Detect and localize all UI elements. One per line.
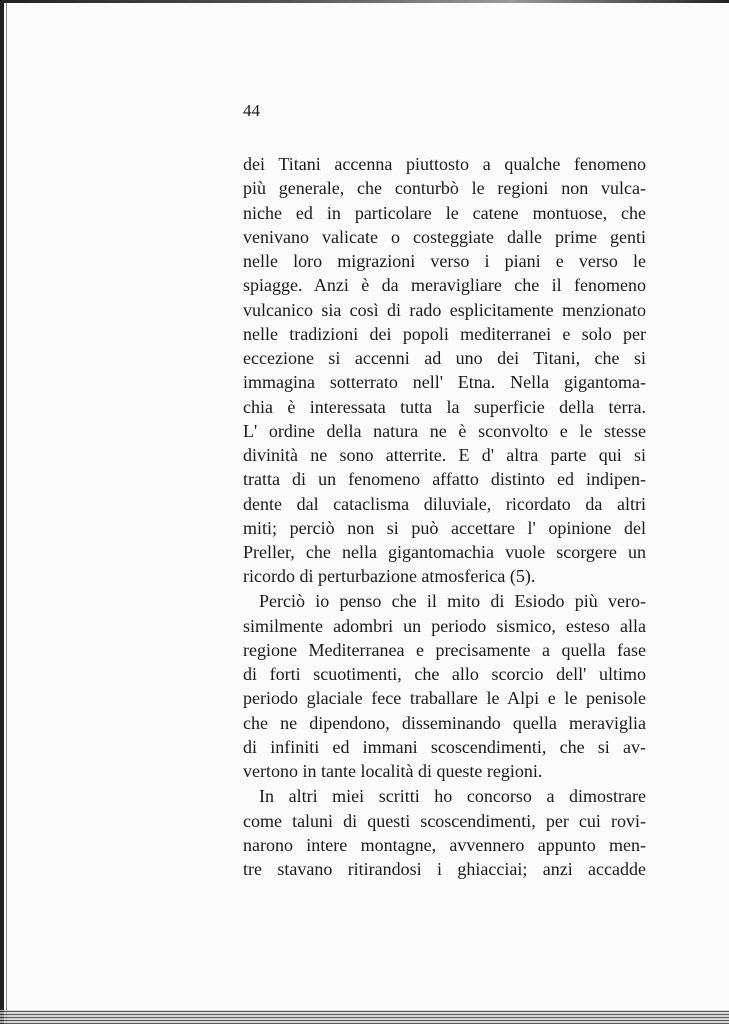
text-line: chia è interessata tutta la superficie della terra. (243, 396, 646, 417)
text-line: spiagge. Anzi è da meravigliare che il fenomeno (243, 275, 646, 296)
text-line: che ne dipendono, disseminando quella meraviglia (243, 712, 646, 733)
text-line: tre stavano ritirandosi i ghiacciai; anzi accadde (243, 859, 646, 879)
text-line: più generale, che conturbò le regioni non vulca- (243, 178, 646, 199)
text-line: niche ed in particolare le catene montuose, che (243, 202, 646, 223)
text-line: nelle tradizioni dei popoli mediterranei e solo per (243, 323, 646, 344)
text-line: L' ordine della natura ne è sconvolto e le stesse (243, 420, 646, 441)
text-line: venivano valicate o costeggiate dalle prime genti (243, 226, 646, 247)
text-line: periodo glaciale fece traballare le Alpi e le penisole (243, 688, 646, 709)
text-line: regione Mediterranea e precisamente a quella fase (243, 639, 646, 660)
text-line: vertono in tante località di queste regioni. (243, 761, 543, 782)
text-line: narono intere montagne, avvennero appunto men- (243, 834, 646, 855)
text-line: In altri miei scritti ho concorso a dimostrare (259, 786, 646, 807)
text-line: dente dal cataclisma diluviale, ricordato da altri (243, 493, 646, 514)
text-line: eccezione si accenni ad uno dei Titani, che si (243, 348, 646, 368)
scan-edge-left (0, 0, 4, 1024)
text-line: nelle loro migrazioni verso i piani e verso le (243, 251, 646, 271)
text-line: immagina sotterrato nell' Etna. Nella gigantoma- (243, 372, 646, 393)
scan-edge-bottom (0, 1010, 729, 1024)
text-line: ricordo di perturbazione atmosferica (5). (243, 566, 536, 587)
text-line: miti; perciò non si può accettare l' opinione del (243, 517, 646, 538)
text-line: divinità ne sono atterrite. E d' altra parte qui si (243, 445, 646, 465)
text-line: come taluni di questi scoscendimenti, per cui rovi- (243, 810, 646, 831)
text-line: similmente adombri un periodo sismico, esteso alla (243, 615, 646, 636)
scan-edge-top (0, 0, 729, 3)
page-number: 44 (243, 101, 260, 120)
text-line: dei Titani accenna piuttosto a qualche fenomeno (243, 154, 646, 174)
scan-edge-left-line (6, 0, 7, 1024)
text-line: di forti scuotimenti, che allo scorcio dell' ultimo (243, 664, 646, 685)
text-line: tratta di un fenomeno affatto distinto ed indipen- (243, 469, 646, 490)
text-line: Preller, che nella gigantomachia vuole scorgere un (243, 542, 646, 562)
text-line: vulcanico sia così di rado esplicitamente menzionato (243, 299, 646, 320)
text-line: di infiniti ed immani scoscendimenti, che si av- (243, 736, 646, 757)
text-line: Perciò io penso che il mito di Esiodo più vero- (259, 591, 646, 612)
